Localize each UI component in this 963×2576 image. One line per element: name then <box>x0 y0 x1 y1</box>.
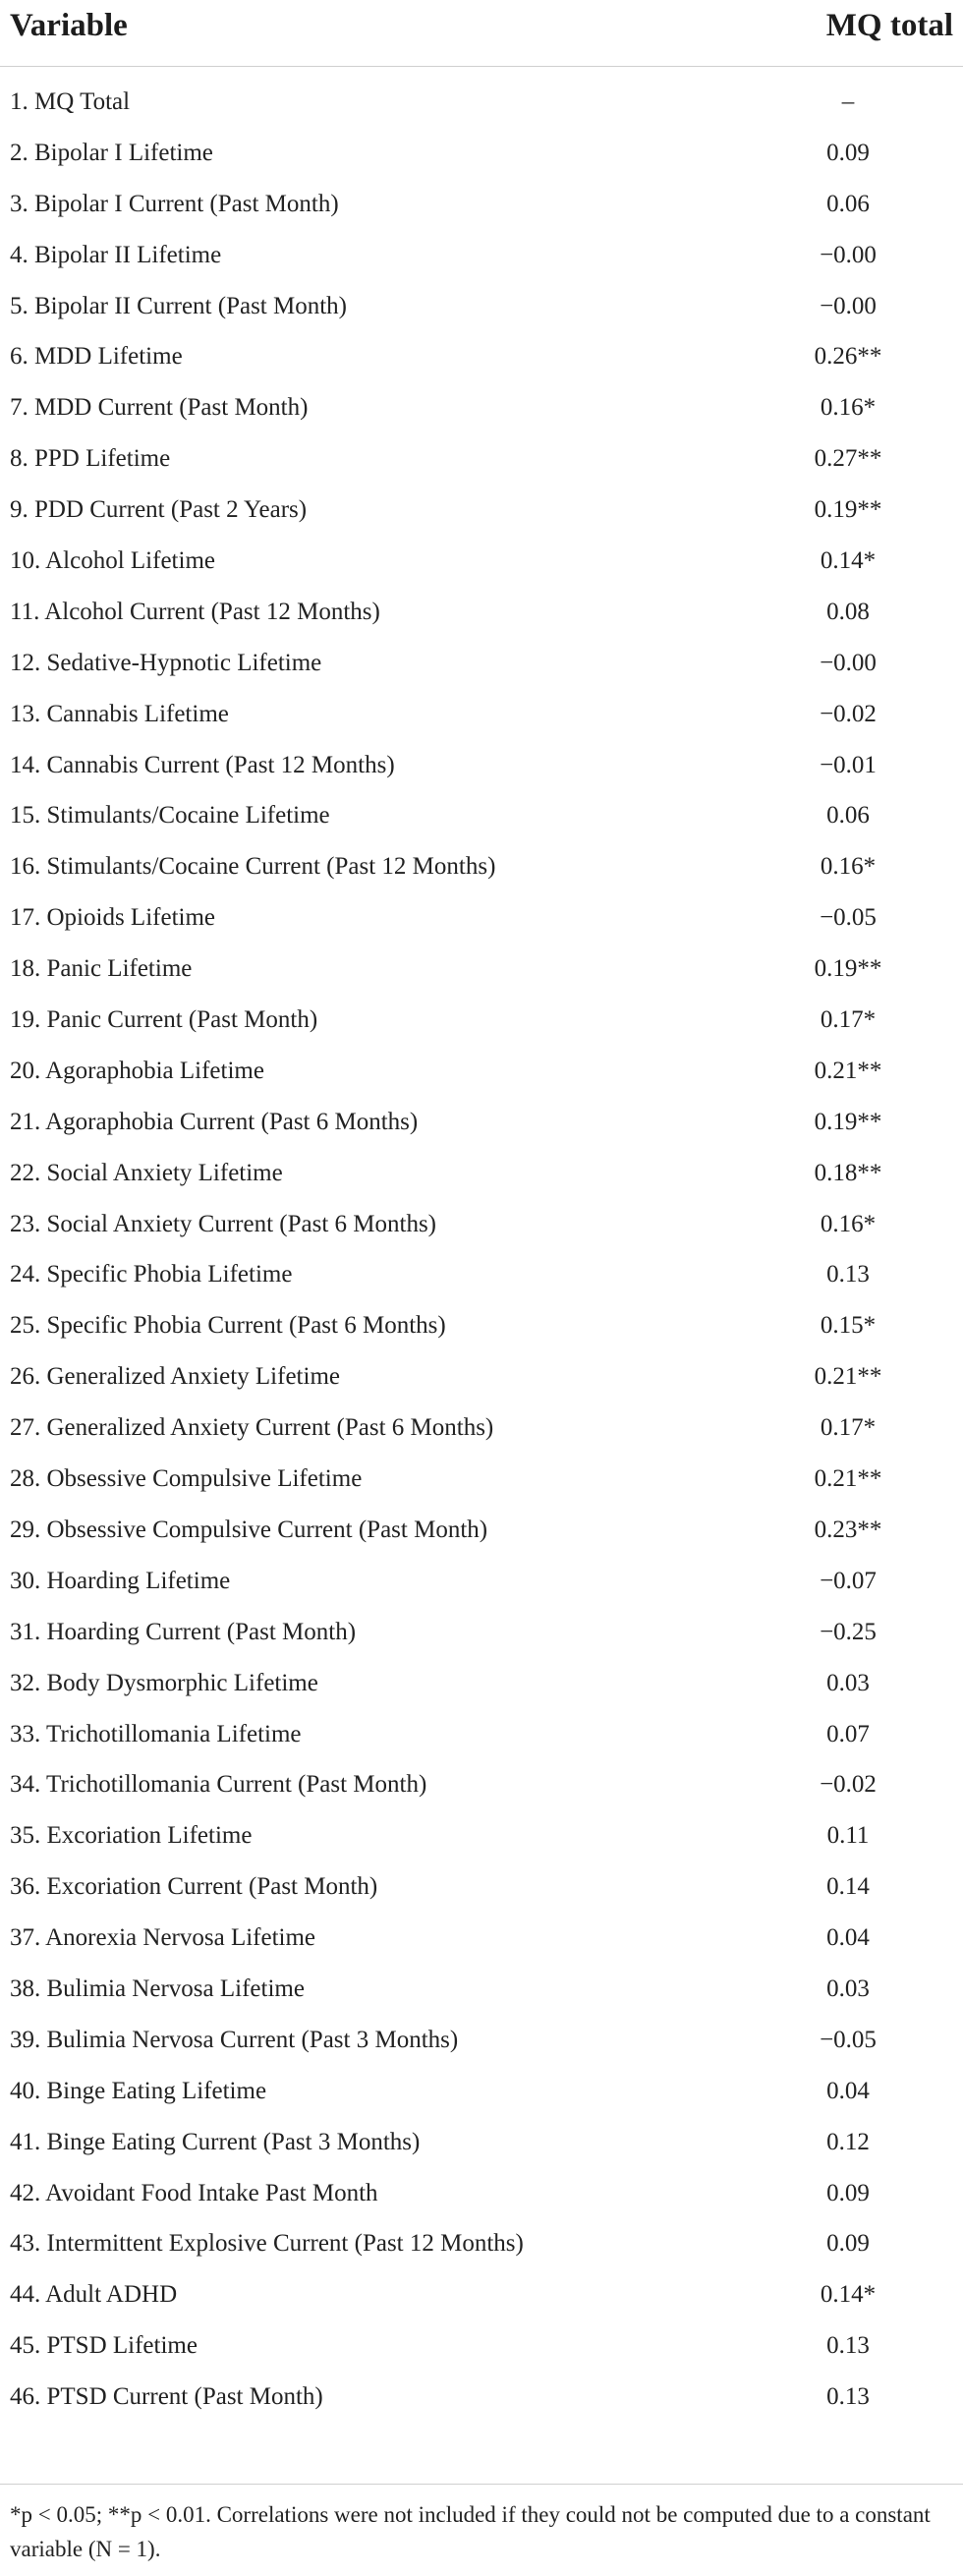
table-row <box>0 1054 963 1105</box>
mq-total-cell: 0.21** <box>814 1363 882 1391</box>
table-row <box>0 1717 963 1768</box>
table-row <box>0 1308 963 1359</box>
mq-total-cell: −0.00 <box>820 649 877 676</box>
variable-cell: 15. Stimulants/Cocaine Lifetime <box>10 802 330 830</box>
mq-total-column-header: MQ total <box>825 8 953 43</box>
variable-cell: 38. Bulimia Nervosa Lifetime <box>10 1975 305 2002</box>
table-row <box>0 1869 963 1920</box>
variable-cell: 42. Avoidant Food Intake Past Month <box>10 2179 378 2206</box>
variable-cell: 29. Obsessive Compulsive Current (Past Month) <box>10 1516 488 1543</box>
mq-total-cell: 0.04 <box>826 1924 870 1952</box>
variable-cell: 21. Agoraphobia Current (Past 6 Months) <box>10 1108 419 1135</box>
table-row <box>0 85 963 136</box>
table-row <box>0 1920 963 1972</box>
table-row <box>0 390 963 441</box>
mq-total-cell: 0.12 <box>826 2128 870 2155</box>
variable-cell: 10. Alcohol Lifetime <box>10 547 215 575</box>
table-row <box>0 697 963 748</box>
table-row <box>0 1410 963 1461</box>
table-row <box>0 136 963 187</box>
variable-cell: 16. Stimulants/Cocaine Current (Past 12 Months) <box>10 853 496 881</box>
table-row <box>0 1257 963 1308</box>
variable-cell: 3. Bipolar I Current (Past Month) <box>10 190 339 217</box>
table-row <box>0 646 963 697</box>
table-row <box>0 1513 963 1564</box>
table-row <box>0 1972 963 2023</box>
variable-cell: 19. Panic Current (Past Month) <box>10 1006 318 1034</box>
mq-total-cell: 0.17* <box>820 1006 877 1034</box>
table-row <box>0 1002 963 1054</box>
mq-total-cell: 0.09 <box>826 2179 870 2206</box>
mq-total-cell: 0.09 <box>826 139 870 166</box>
mq-total-cell: 0.14* <box>820 547 877 575</box>
table-row <box>0 2125 963 2176</box>
variable-cell: 35. Excoriation Lifetime <box>10 1822 253 1850</box>
table-row <box>0 187 963 238</box>
table-row <box>0 2328 963 2379</box>
mq-total-cell: −0.00 <box>820 241 877 268</box>
table-row <box>0 2074 963 2125</box>
mq-total-cell: 0.03 <box>826 1975 870 2002</box>
variable-cell: 46. PTSD Current (Past Month) <box>10 2383 323 2411</box>
variable-cell: 25. Specific Phobia Current (Past 6 Months) <box>10 1312 446 1340</box>
mq-total-cell: – <box>841 88 855 115</box>
variable-cell: 9. PDD Current (Past 2 Years) <box>10 496 308 524</box>
mq-total-cell: 0.18** <box>814 1159 882 1186</box>
variable-cell: 34. Trichotillomania Current (Past Month) <box>10 1771 427 1799</box>
variable-cell: 45. PTSD Lifetime <box>10 2332 198 2360</box>
mq-total-cell: 0.11 <box>826 1822 870 1850</box>
mq-total-cell: 0.27** <box>814 445 882 473</box>
variable-cell: 22. Social Anxiety Lifetime <box>10 1159 283 1186</box>
mq-total-cell: −0.02 <box>820 700 877 727</box>
table-row <box>0 1461 963 1513</box>
variable-column-header: Variable <box>10 8 128 43</box>
table-row <box>0 798 963 849</box>
table-row <box>0 900 963 951</box>
table-row <box>0 492 963 544</box>
variable-cell: 17. Opioids Lifetime <box>10 904 215 932</box>
table-row <box>0 951 963 1002</box>
table-row <box>0 1564 963 1615</box>
variable-cell: 5. Bipolar II Current (Past Month) <box>10 292 348 319</box>
mq-total-cell: 0.21** <box>814 1057 882 1084</box>
table-row <box>0 441 963 492</box>
variable-cell: 11. Alcohol Current (Past 12 Months) <box>10 598 380 625</box>
table-footnote: *p < 0.05; **p < 0.01. Correlations were not included if they could not be computed due to a constant variable (N = 1). <box>10 2502 931 2561</box>
variable-cell: 18. Panic Lifetime <box>10 955 193 983</box>
variable-cell: 20. Agoraphobia Lifetime <box>10 1057 264 1084</box>
table-row <box>0 595 963 646</box>
mq-total-cell: 0.13 <box>826 2383 870 2411</box>
mq-total-cell: 0.06 <box>826 190 870 217</box>
variable-cell: 7. MDD Current (Past Month) <box>10 394 309 422</box>
variable-cell: 14. Cannabis Current (Past 12 Months) <box>10 751 395 778</box>
mq-total-cell: 0.26** <box>814 343 882 371</box>
table-row <box>0 1207 963 1258</box>
mq-total-cell: 0.14 <box>826 1873 870 1901</box>
variable-cell: 37. Anorexia Nervosa Lifetime <box>10 1924 316 1952</box>
mq-total-cell: 0.17* <box>820 1414 877 1442</box>
mq-total-cell: 0.13 <box>826 2332 870 2360</box>
table-row <box>0 1666 963 1717</box>
table-row <box>0 1359 963 1410</box>
table-row <box>0 1818 963 1869</box>
mq-total-cell: −0.05 <box>820 904 877 932</box>
table-row <box>0 2277 963 2328</box>
mq-total-cell: 0.15* <box>820 1312 877 1340</box>
variable-cell: 2. Bipolar I Lifetime <box>10 139 213 166</box>
table-row <box>0 238 963 289</box>
variable-cell: 24. Specific Phobia Lifetime <box>10 1261 293 1288</box>
mq-total-cell: −0.01 <box>820 751 877 778</box>
mq-total-cell: −0.07 <box>820 1567 877 1594</box>
variable-cell: 33. Trichotillomania Lifetime <box>10 1720 302 1747</box>
variable-cell: 23. Social Anxiety Current (Past 6 Months) <box>10 1210 436 1237</box>
table-body <box>0 85 963 2431</box>
variable-cell: 41. Binge Eating Current (Past 3 Months) <box>10 2128 421 2155</box>
table-row <box>0 289 963 340</box>
variable-cell: 1. MQ Total <box>10 88 131 115</box>
mq-total-cell: 0.14* <box>820 2281 877 2309</box>
mq-total-cell: −0.25 <box>820 1618 877 1645</box>
mq-total-cell: −0.02 <box>820 1771 877 1799</box>
variable-cell: 12. Sedative-Hypnotic Lifetime <box>10 649 322 676</box>
mq-total-cell: 0.19** <box>814 1108 882 1135</box>
variable-cell: 13. Cannabis Lifetime <box>10 700 229 727</box>
table-row <box>0 748 963 799</box>
variable-cell: 27. Generalized Anxiety Current (Past 6 Months) <box>10 1414 494 1442</box>
table-row <box>0 1156 963 1207</box>
mq-total-cell: 0.19** <box>814 496 882 524</box>
mq-total-cell: 0.23** <box>814 1516 882 1543</box>
variable-cell: 26. Generalized Anxiety Lifetime <box>10 1363 340 1391</box>
table-row <box>0 2226 963 2277</box>
footer-divider <box>0 2484 963 2485</box>
mq-total-cell: 0.16* <box>820 394 877 422</box>
mq-total-cell: −0.05 <box>820 2026 877 2053</box>
mq-total-cell: 0.07 <box>826 1720 870 1747</box>
mq-total-cell: 0.04 <box>826 2077 870 2104</box>
table-row <box>0 2023 963 2074</box>
table-row <box>0 339 963 390</box>
mq-total-cell: 0.16* <box>820 853 877 881</box>
variable-cell: 8. PPD Lifetime <box>10 445 171 473</box>
variable-cell: 40. Binge Eating Lifetime <box>10 2077 267 2104</box>
mq-total-cell: 0.09 <box>826 2230 870 2258</box>
table-row <box>0 849 963 900</box>
mq-total-cell: 0.03 <box>826 1669 870 1696</box>
mq-total-cell: 0.16* <box>820 1210 877 1237</box>
variable-cell: 44. Adult ADHD <box>10 2281 178 2309</box>
variable-cell: 28. Obsessive Compulsive Lifetime <box>10 1465 363 1493</box>
variable-cell: 4. Bipolar II Lifetime <box>10 241 222 268</box>
table-row <box>0 1615 963 1666</box>
variable-cell: 36. Excoriation Current (Past Month) <box>10 1873 378 1901</box>
variable-cell: 32. Body Dysmorphic Lifetime <box>10 1669 318 1696</box>
variable-cell: 6. MDD Lifetime <box>10 343 183 371</box>
mq-total-cell: 0.08 <box>826 598 870 625</box>
table-row <box>0 1767 963 1818</box>
table-header <box>0 0 963 67</box>
table-row <box>0 2176 963 2227</box>
mq-total-cell: 0.21** <box>814 1465 882 1493</box>
mq-total-cell: 0.19** <box>814 955 882 983</box>
variable-cell: 30. Hoarding Lifetime <box>10 1567 231 1594</box>
table-row <box>0 2379 963 2431</box>
table-row <box>0 1105 963 1156</box>
variable-cell: 31. Hoarding Current (Past Month) <box>10 1618 357 1645</box>
mq-total-cell: −0.00 <box>820 292 877 319</box>
variable-cell: 39. Bulimia Nervosa Current (Past 3 Months) <box>10 2026 459 2053</box>
variable-cell: 43. Intermittent Explosive Current (Past 12 Months) <box>10 2230 524 2258</box>
mq-total-cell: 0.06 <box>826 802 870 830</box>
mq-total-cell: 0.13 <box>826 1261 870 1288</box>
table-row <box>0 544 963 595</box>
